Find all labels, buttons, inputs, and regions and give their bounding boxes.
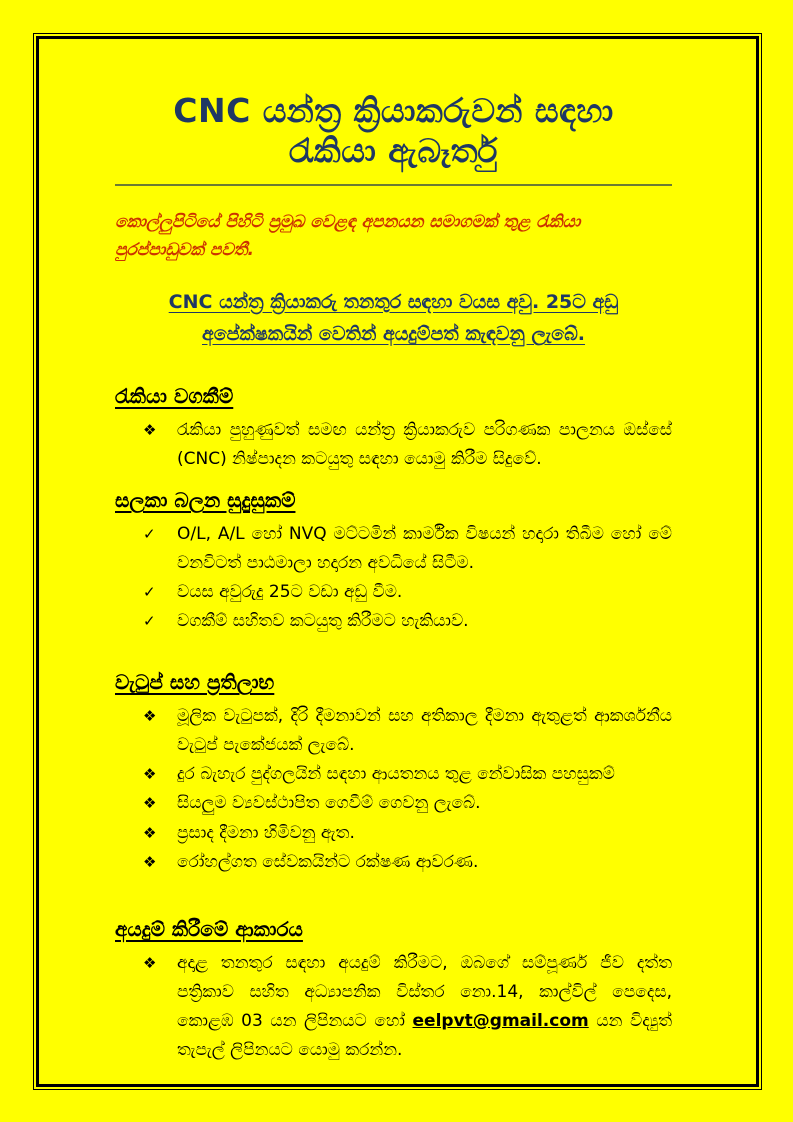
bullet-text: වගකීම් සහිතව කටයුතු කිරීමට හැකියාව. — [177, 611, 469, 631]
list-item — [115, 819, 672, 848]
apply-instructions — [177, 949, 672, 1065]
list-item — [115, 848, 672, 877]
diamond-bullet-icon: ❖ — [143, 421, 157, 440]
bullet-text: සියලුම ව්‍යවස්ථාපිත ගෙවීම් ගෙවනු ලැබේ. — [177, 793, 481, 814]
bullet-text: රෝහල්ගත සේවකයින්ට රක්ෂණ ආවරණ. — [177, 851, 479, 872]
qualifications-heading: සලකා බලන සුදුසුකම් — [115, 487, 296, 512]
page-title-line1: CNC යන්ත්‍ර ක්‍රියාකරුවන් සඳහා — [173, 91, 614, 130]
bullet-text: O/L, A/L හෝ NVQ මට්ටමින් කාර්මික විෂයන් හදාරා තිබීම හෝ මේ වනවිටත් පාඨමාලා හදාරන අවධියේ සිටීම. — [177, 523, 672, 573]
responsibilities-heading: රැකියා වගකීම් — [115, 384, 234, 409]
apply-text-after-email: යන විද්‍යුත් තැපැල් ලිපිනයට යොමු කරන්න. — [177, 1010, 673, 1060]
benefits-list — [115, 702, 672, 877]
page-title-line2: රැකියා ඇබෑර්තු — [289, 131, 498, 171]
section-benefits — [115, 670, 672, 877]
email-link[interactable]: eelpvt@gmail.com — [412, 1010, 589, 1031]
diamond-bullet-icon: ❖ — [143, 765, 157, 784]
bullet-text: රැකියා පුහුණුවත් සමඟ යන්ත්‍ර ක්‍රියාකරුව පරිගණක පාලනය ඔස්සේ (CNC) නිෂ්පාදන කටයුතු සඳහා යොමු කිරීම සිදුවේ. — [177, 420, 672, 470]
list-item — [115, 520, 672, 578]
diamond-bullet-icon: ❖ — [143, 954, 157, 973]
bullet-text: වයස අවුරුදු 25ට වඩා අඩු වීම. — [177, 581, 403, 602]
section-responsibilities — [115, 384, 672, 474]
diamond-bullet-icon: ❖ — [143, 823, 157, 842]
benefits-heading: වැටුප් සහ ප්‍රතිලාභ — [115, 670, 275, 695]
page-title — [115, 91, 672, 172]
how-to-apply-list — [115, 949, 672, 1065]
section-how-to-apply — [115, 917, 672, 1065]
check-bullet-icon: ✓ — [143, 612, 156, 630]
diamond-bullet-icon: ❖ — [143, 707, 157, 726]
diamond-bullet-icon: ❖ — [143, 852, 157, 871]
list-item — [115, 578, 672, 607]
intro-paragraph: කොල්ලුපිටියේ පිහිටි ප්‍රමුඛ වෙළඳ අපනයන සමාගමක් තුළ රැකියා පුරප්පාඩුවක් පවතී. — [115, 211, 581, 260]
list-item — [115, 789, 672, 818]
diamond-bullet-icon: ❖ — [143, 794, 157, 813]
title-divider — [115, 184, 672, 186]
flyer-content — [39, 39, 756, 1084]
apply-text-before-email: අදාළ තනතුර සඳහා අයදුම් කිරීමට, ඔබගේ සම්පූර්ණ ජීව දත්ත පත්‍රිකාව සහිත අධ්‍යාපනික විස්තර නො.14, කාල්විල් පෙදෙස, කොළඹ 03 යන ලිපිනයට හෝ — [177, 953, 672, 1031]
responsibilities-list — [115, 416, 672, 474]
list-item — [115, 949, 672, 1065]
bullet-text: මූලික වැටුපක්, දිරි දීමනාවන් සහ අතිකාල දීමනා ඇතුළත් ආකර්ශනීය වැටුප් පැකේජයක් ලැබේ. — [177, 706, 672, 756]
bullet-text: දුර බැහැර පුද්ගලයින් සඳහා ආයතනය තුළ නේවාසික පහසුකම් — [177, 764, 615, 785]
section-qualifications — [115, 488, 672, 636]
list-item — [115, 416, 672, 474]
list-item — [115, 702, 672, 760]
check-bullet-icon: ✓ — [143, 582, 156, 601]
how-to-apply-heading: අයදුම් කිරීමේ ආකාරය — [115, 917, 303, 942]
border-frame-inner — [36, 36, 759, 1087]
check-bullet-icon: ✓ — [143, 524, 156, 543]
bullet-text: ප්‍රසාද දීමනා හිමිවනු ඇත. — [177, 822, 355, 843]
list-item — [115, 760, 672, 789]
border-frame — [33, 33, 762, 1090]
list-item — [115, 607, 672, 636]
notice-paragraph: CNC යන්ත්‍ර ක්‍රියාකරු තනතුර සඳහා වයස අවු. 25ට අඩු අපේක්ෂකයින් වෙතින් අයදුම්පත් කැඳවනු ලැබේ. — [168, 290, 619, 345]
qualifications-list — [115, 520, 672, 636]
